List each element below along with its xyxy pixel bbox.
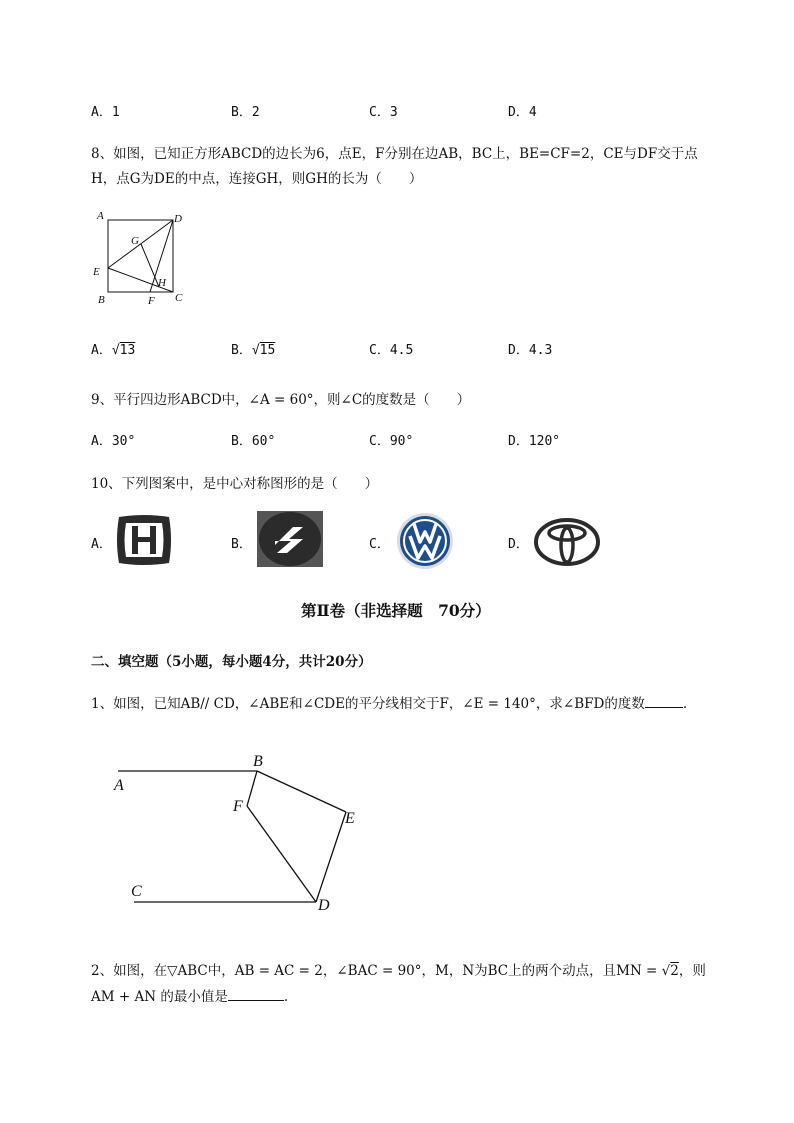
q10-option-c-letter: C． (369, 537, 390, 552)
fill2-end: . (283, 989, 289, 1005)
q10-option-b-letter: B． (231, 537, 252, 552)
q8-square-figure (88, 205, 198, 310)
q8-stem-line2: H，点G为DE的中点，连接GH，则GH的长为（ ） (91, 171, 423, 187)
sqrt-icon: √ (661, 963, 671, 979)
q8-option-b-radicand: 15 (259, 343, 276, 358)
q8-label-a: A (97, 210, 104, 222)
q8-label-b: B (98, 294, 105, 306)
honda-logo-icon (113, 513, 175, 567)
fill2-line1-b: ABC中，AB = AC = 2，∠BAC = 90°，M，N为BC上的两个动点，且MN = (177, 963, 662, 979)
fill2-radicand: 2 (670, 963, 679, 979)
q7-option-c: C．3 (369, 105, 398, 120)
toyota-logo-icon (534, 517, 600, 567)
q10-option-d-letter: D． (508, 537, 529, 552)
q8-option-d: D．4.3 (508, 343, 553, 358)
q8-stem-line1: 8、如图，已知正方形ABCD的边长为6，点E，F分别在边AB，BC上，BE=CF=2，CE与DF交于点 (91, 146, 698, 162)
q10-stem: 10、下列图案中，是中心对称图形的是（ ） (91, 476, 379, 492)
fill1-label-f: F (233, 798, 243, 815)
q8-option-b-prefix: B． (231, 343, 252, 358)
q8-label-h: H (158, 277, 166, 289)
q8-label-g: G (131, 235, 139, 247)
q8-option-b (231, 339, 275, 358)
fill1-label-b: B (253, 753, 263, 770)
fill1-parallel-figure (108, 748, 368, 916)
q9-stem: 9、平行四边形ABCD中，∠A = 60°，则∠C的度数是（ ） (91, 392, 471, 408)
q9-option-b: B．60° (231, 434, 276, 449)
q8-label-c: C (175, 292, 183, 304)
fill2-line1 (91, 959, 706, 979)
q7-option-b: B．2 (231, 105, 260, 120)
q8-option-a-radicand: 13 (119, 343, 136, 358)
q7-option-d: D．4 (508, 105, 537, 120)
fill2-line2-text: AM + AN 的最小值是 (91, 989, 228, 1005)
triangle-icon: ▽ (167, 963, 178, 979)
fill2-line2 (91, 985, 288, 1005)
q8-label-e: E (93, 266, 100, 278)
q8-option-a-prefix: A． (91, 343, 112, 358)
fill1-label-c: C (131, 883, 142, 900)
fill1-stem (91, 692, 687, 712)
section-title: 第Ⅱ卷（非选择题 70分） (301, 601, 491, 620)
fill2-line1-c: ，则 (678, 963, 706, 979)
q8-option-a (91, 339, 135, 358)
q9-option-d: D．120° (508, 434, 561, 449)
fill1-label-a: A (114, 777, 124, 794)
sqrt-icon: √ (251, 343, 260, 358)
q8-option-c: C．4.5 (369, 343, 414, 358)
sqrt-icon: √ (111, 343, 120, 358)
q8-label-f: F (148, 295, 155, 307)
fill1-stem-text: 1、如图，已知AB// CD，∠ABE和∠CDE的平分线相交于F，∠E = 140°，求∠BFD的度数 (91, 696, 645, 712)
q9-option-c: C．90° (369, 434, 414, 449)
fill2-line1-a: 2、如图，在 (91, 963, 168, 979)
suzuki-logo-icon (257, 511, 323, 567)
q7-option-a: A．1 (91, 105, 120, 120)
fill1-label-e: E (345, 810, 355, 827)
q10-option-a-letter: A． (91, 537, 112, 552)
volkswagen-logo-icon (396, 512, 454, 570)
fill1-end: . (682, 696, 688, 712)
q9-option-a: A．30° (91, 434, 136, 449)
q8-label-d: D (174, 213, 182, 225)
answer-blank (228, 988, 284, 1001)
fill1-label-d: D (318, 897, 330, 914)
answer-blank (645, 695, 683, 708)
section-subtitle: 二、填空题（5小题，每小题4分，共计20分） (91, 654, 372, 670)
